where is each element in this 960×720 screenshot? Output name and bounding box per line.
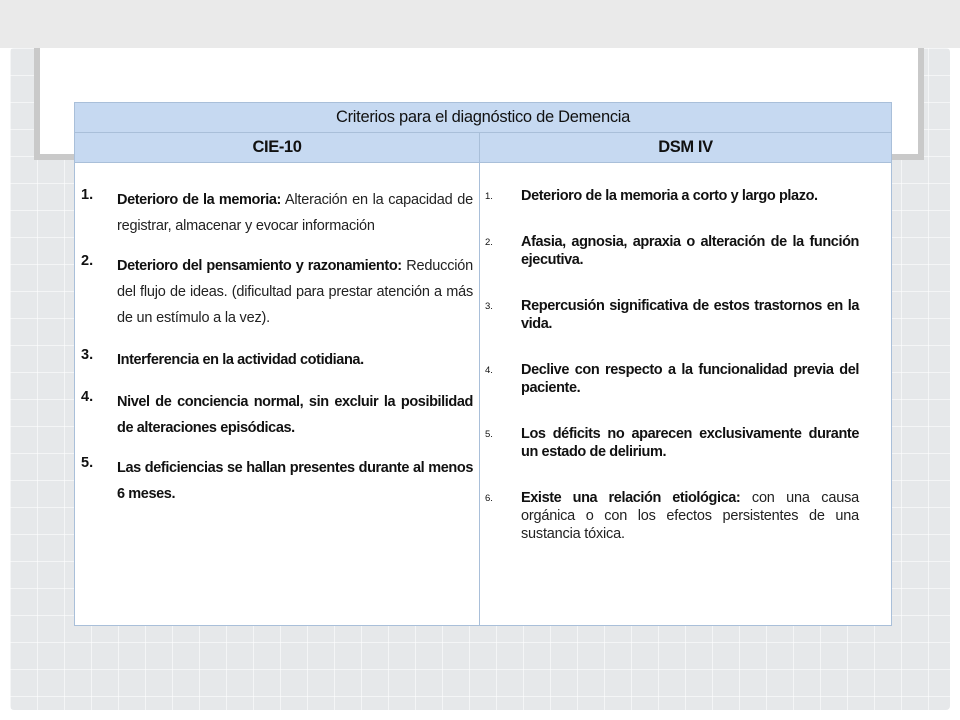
- list-item: [81, 253, 473, 331]
- dsm4-criteria-list: [485, 187, 859, 543]
- column-divider: [479, 133, 480, 625]
- item-text: Las deficiencias se hallan presentes durante al menos 6 meses.: [117, 460, 473, 502]
- list-item: [81, 187, 473, 239]
- list-item: [485, 425, 859, 461]
- item-text: Los déficits no aparecen exclusivamente durante un estado de delirium.: [521, 426, 859, 460]
- item-text: Afasia, agnosia, apraxia o alteración de la función ejecutiva.: [521, 234, 859, 268]
- item-text: Repercusión significativa de estos trastornos en la vida.: [521, 298, 859, 332]
- item-number: 2.: [485, 237, 493, 248]
- item-number: 3.: [485, 301, 493, 312]
- top-bar: [0, 0, 960, 48]
- item-text: Existe una relación etiológica: con una causa orgánica o con los efectos persistentes de una sustancia tóxica.: [521, 490, 859, 542]
- item-number: 6.: [485, 493, 493, 504]
- table-header-row: [75, 133, 891, 163]
- item-text: Declive con respecto a la funcionalidad previa del paciente.: [521, 362, 859, 396]
- item-text: Deterioro del pensamiento y razonamiento: Reducción del flujo de ideas. (dificultad para prestar atención a más de un estímulo a la vez).: [117, 258, 473, 326]
- table-title: Criterios para el diagnóstico de Demencia: [75, 103, 891, 133]
- list-item: [81, 455, 473, 507]
- item-number: 3.: [81, 347, 94, 363]
- diagnosis-table: [74, 102, 892, 626]
- item-text: Deterioro de la memoria a corto y largo plazo.: [521, 188, 818, 204]
- item-number: 1.: [485, 191, 493, 202]
- item-text: Nivel de conciencia normal, sin excluir la posibilidad de alteraciones episódicas.: [117, 394, 473, 436]
- column-header-dsm4: DSM IV: [658, 138, 713, 156]
- item-number: 4.: [485, 365, 493, 376]
- item-text: Deterioro de la memoria: Alteración en la capacidad de registrar, almacenar y evocar información: [117, 192, 473, 234]
- item-number: 5.: [485, 429, 493, 440]
- list-item: [485, 297, 859, 333]
- item-number: 1.: [81, 187, 94, 203]
- list-item: [81, 389, 473, 441]
- item-text: Interferencia en la actividad cotidiana.: [117, 352, 364, 368]
- item-number: 4.: [81, 389, 94, 405]
- list-item: [485, 361, 859, 397]
- list-item: [485, 187, 859, 205]
- list-item: [485, 489, 859, 543]
- item-number: 5.: [81, 455, 94, 471]
- list-item: [81, 347, 473, 373]
- list-item: [485, 233, 859, 269]
- column-header-cie10: CIE-10: [252, 138, 302, 156]
- cie10-criteria-list: [81, 187, 473, 507]
- item-number: 2.: [81, 253, 94, 269]
